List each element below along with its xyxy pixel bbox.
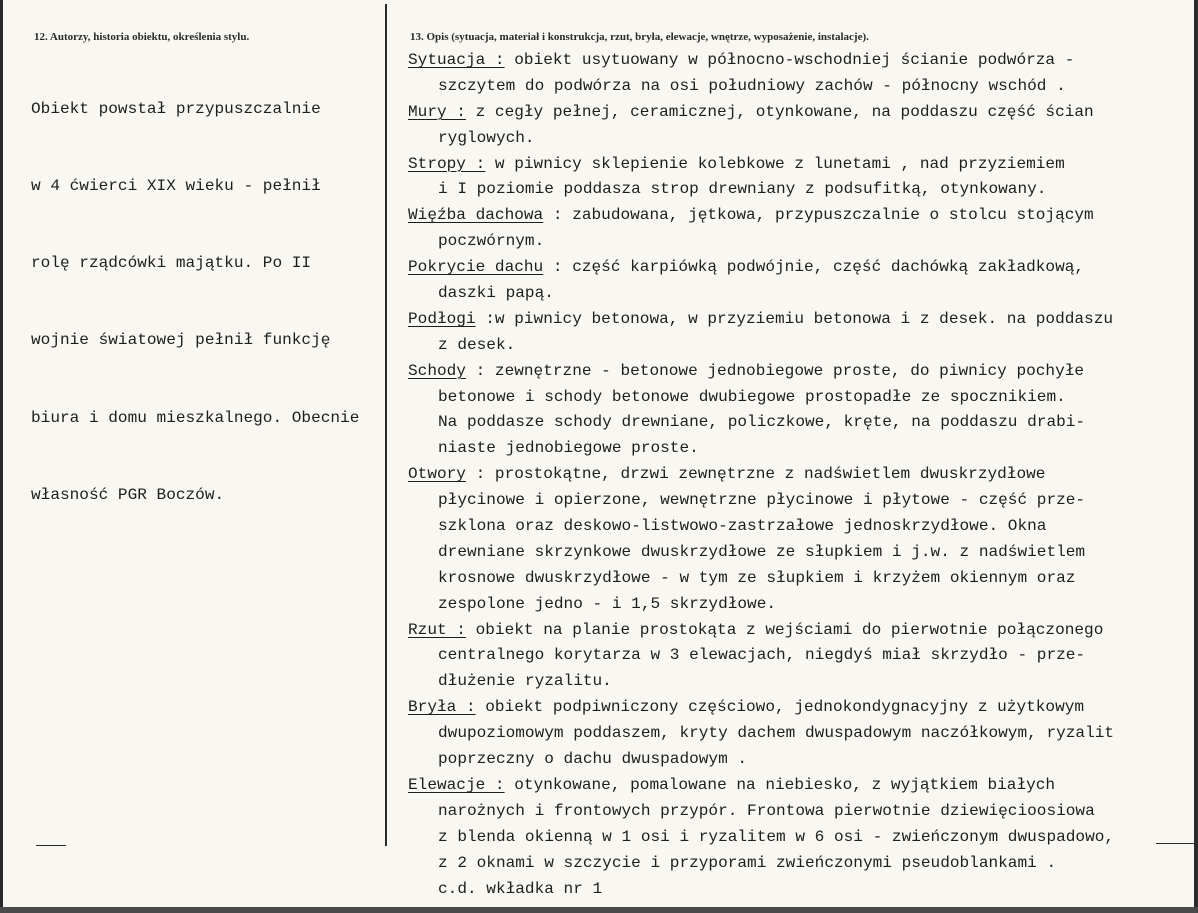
- entry-continuation: z desek.: [438, 335, 516, 354]
- entry-continuation: z 2 oknami w szczycie i przyporami zwieńczonymi pseudoblankami .: [438, 853, 1057, 872]
- entry-continuation: centralnego korytarza w 3 elewacjach, niegdyś miał skrzydło - prze-: [438, 646, 1086, 665]
- entry-label: Elewacje :: [408, 775, 505, 794]
- entry-continuation: ryglowych.: [438, 128, 535, 147]
- entry-label: Mury :: [408, 102, 466, 121]
- entry-continuation: z blenda okienną w 1 osi i ryzalitem w 6 osi - zwieńczonym dwuspadowo,: [438, 827, 1115, 846]
- entry-text: obiekt na planie prostokąta z wejściami do pierwotnie połączonego: [465, 620, 1104, 639]
- entry-text: w piwnicy sklepienie kolebkowe z lunetami , nad przyziemiem: [485, 154, 1065, 173]
- entry-text: otynkowane, pomalowane na niebiesko, z wyjątkiem białych: [504, 775, 1056, 794]
- section-12-line: rolę rządcówki majątku. Po II: [31, 254, 312, 273]
- entry-continuation: poczwórnym.: [438, 232, 545, 251]
- description-entry: [408, 618, 1114, 644]
- entry-label: Podłogi: [408, 309, 476, 328]
- section-12-line: biura i domu mieszkalnego. Obecnie: [31, 408, 360, 427]
- entry-label: Pokrycie dachu: [408, 258, 544, 277]
- column-divider: [385, 4, 387, 846]
- right-tick-mark: [1156, 843, 1194, 844]
- entry-continuation: dwupoziomowym poddaszem, kryty dachem dwuspadowym naczółkowym, ryzalit: [438, 724, 1115, 743]
- description-entry: [408, 695, 1114, 721]
- entry-continuation: drewniane skrzynkowe dwuskrzydłowe ze słupkiem i j.w. z nadświetlem: [438, 542, 1086, 561]
- section-12-line: wojnie światowej pełnił funkcję: [31, 331, 331, 350]
- entry-text: z cegły pełnej, ceramicznej, otynkowane, na poddaszu część ścian: [465, 102, 1094, 121]
- entry-label: Otwory: [408, 465, 466, 484]
- entry-text: : prostokątne, drzwi zewnętrzne z nadświetlem dwuskrzydłowe: [465, 465, 1046, 484]
- description-entry: [408, 773, 1114, 799]
- entry-continuation: krosnowe dwuskrzydłowe - w tym ze słupkiem i krzyżem okiennym oraz: [438, 568, 1076, 587]
- section-12-line: w 4 ćwierci XIX wieku - pełnił: [31, 177, 321, 196]
- entry-text: : zewnętrzne - betonowe jednobiegowe proste, do piwnicy pochyłe: [465, 361, 1085, 380]
- page-border-right: [1194, 0, 1198, 913]
- entry-continuation: dłużenie ryzalitu.: [438, 672, 612, 691]
- description-entry: [408, 255, 1114, 281]
- entry-label: Rzut :: [408, 620, 466, 639]
- entry-continuation: i I poziomie poddasza strop drewniany z podsufitką, otynkowany.: [438, 180, 1047, 199]
- left-tick-mark: [36, 845, 66, 846]
- description-entry: [408, 48, 1114, 74]
- entry-label: Bryła :: [408, 698, 476, 717]
- section-12-body: [31, 46, 359, 534]
- entry-text: :w piwnicy betonowa, w przyziemiu betonowa i z desek. na poddaszu: [475, 309, 1114, 328]
- entry-continuation: Na poddasze schody drewniane, policzkowe, kręte, na poddaszu drabi-: [438, 413, 1086, 432]
- section-12-line: Obiekt powstał przypuszczalnie: [31, 100, 321, 119]
- description-entry: [408, 359, 1114, 385]
- entry-continuation: płycinowe i opierzone, wewnętrzne płycinowe i płytowe - część prze-: [438, 491, 1086, 510]
- entry-continuation: c.d. wkładka nr 1: [438, 879, 603, 898]
- section-12-line: własność PGR Boczów.: [31, 485, 225, 504]
- entry-continuation: zespolone jedno - i 1,5 skrzydłowe.: [438, 594, 777, 613]
- entry-text: : część karpiówką podwójnie, część dachówką zakładkową,: [543, 258, 1085, 277]
- entry-text: obiekt usytuowany w północno-wschodniej ścianie podwórza -: [504, 51, 1075, 69]
- description-entry: [408, 307, 1114, 333]
- entry-continuation: niaste jednobiegowe proste.: [438, 439, 699, 458]
- description-entry: [408, 152, 1114, 178]
- entry-continuation: poprzeczny o dachu dwuspadowym .: [438, 750, 748, 769]
- entry-continuation: daszki papą.: [438, 284, 554, 303]
- page-border-bottom: [0, 907, 1198, 913]
- entry-text: : zabudowana, jętkowa, przypuszczalnie o stolcu stojącym: [543, 206, 1094, 225]
- entry-continuation: szczytem do podwórza na osi południowy zachów - północny wschód .: [438, 76, 1066, 95]
- entry-continuation: betonowe i schody betonowe dwubiegowe prostopadłe ze spocznikiem.: [438, 387, 1066, 406]
- description-entry: [408, 100, 1114, 126]
- entry-label: Schody: [408, 361, 466, 380]
- page-border-left: [0, 0, 3, 913]
- description-entry: [408, 462, 1114, 488]
- entry-continuation: narożnych i frontowych przypór. Frontowa pierwotnie dziewięcioosiowa: [438, 801, 1095, 820]
- entry-label: Więźba dachowa: [408, 206, 544, 225]
- section-13-body: [408, 48, 1114, 902]
- entry-label: Sytuacja :: [408, 51, 505, 69]
- section-13-heading: 13. Opis (sytuacja, materiał i konstrukcja, rzut, bryła, elewacje, wnętrze, wyposażenie, instalacje).: [410, 31, 869, 43]
- description-entry: [408, 203, 1114, 229]
- entry-continuation: szklona oraz deskowo-listwowo-zastrzałowe jednoskrzydłowe. Okna: [438, 517, 1047, 536]
- entry-text: obiekt podpiwniczony częściowo, jednokondygnacyjny z użytkowym: [475, 698, 1085, 717]
- entry-label: Stropy :: [408, 154, 486, 173]
- section-12-heading: 12. Autorzy, historia obiektu, określenia stylu.: [34, 31, 250, 43]
